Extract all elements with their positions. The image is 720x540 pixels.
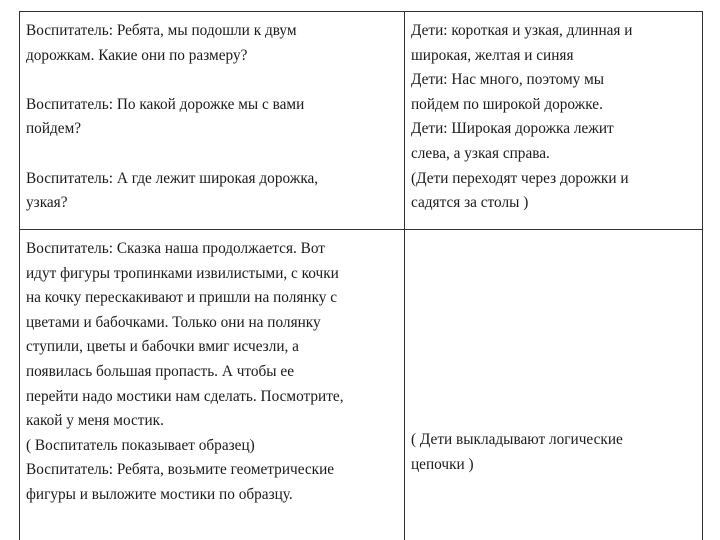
text-line: пойдем? xyxy=(26,120,82,138)
teacher-cell xyxy=(20,230,405,540)
blank-line xyxy=(26,142,399,167)
text-line: на кочку перескакивают и пришли на полянку с xyxy=(26,289,338,307)
text-line: слева, а узкая справа. xyxy=(411,144,550,162)
text-line: узкая? xyxy=(26,194,68,212)
text-line: широкая, желтая и синяя xyxy=(411,46,574,64)
text-line: Воспитатель: Ребята, возьмите геометрические xyxy=(26,461,335,479)
text-line: Воспитатель: Ребята, мы подошли к двум xyxy=(26,22,297,39)
table-row xyxy=(20,230,703,540)
text-line: цепочки ) xyxy=(411,455,474,473)
text-line: дорожкам. Какие они по размеру? xyxy=(26,46,248,64)
text-line: перейти надо мостики нам сделать. Посмотрите, xyxy=(26,387,344,405)
text-line: Дети: Нас много, поэтому мы xyxy=(411,71,605,89)
text-line: фигуры и выложите мостики по образцу. xyxy=(26,485,293,503)
text-line: цветами и бабочками. Только они на полянку xyxy=(26,313,321,331)
text-line: Дети: Широкая дорожка лежит xyxy=(411,120,614,138)
lesson-script-table xyxy=(19,11,703,540)
teacher-cell xyxy=(20,12,405,230)
table-row xyxy=(20,12,703,230)
text-line: пойдем по широкой дорожке. xyxy=(411,95,603,113)
text-line: Воспитатель: По какой дорожке мы с вами xyxy=(26,95,305,113)
text-line: появилась большая пропасть. А чтобы ее xyxy=(26,362,294,380)
children-cell xyxy=(405,230,703,540)
text-line: идут фигуры тропинками извилистыми, с кочки xyxy=(26,264,339,282)
blank-line xyxy=(26,68,399,93)
text-line: Воспитатель: А где лежит широкая дорожка, xyxy=(26,169,319,187)
text-line: Воспитатель: Сказка наша продолжается. Вот xyxy=(26,240,325,257)
text-line: ступили, цветы и бабочки вмиг исчезли, а xyxy=(26,338,299,356)
text-line: (Дети переходят через дорожки и xyxy=(411,169,629,187)
children-cell xyxy=(405,12,703,230)
text-line: садятся за столы ) xyxy=(411,194,529,212)
text-line: ( Воспитатель показывает образец) xyxy=(26,436,255,454)
text-line: ( Дети выкладывают логические xyxy=(411,431,623,448)
text-line: Дети: короткая и узкая, длинная и xyxy=(411,22,633,39)
text-line: какой у меня мостик. xyxy=(26,412,164,430)
